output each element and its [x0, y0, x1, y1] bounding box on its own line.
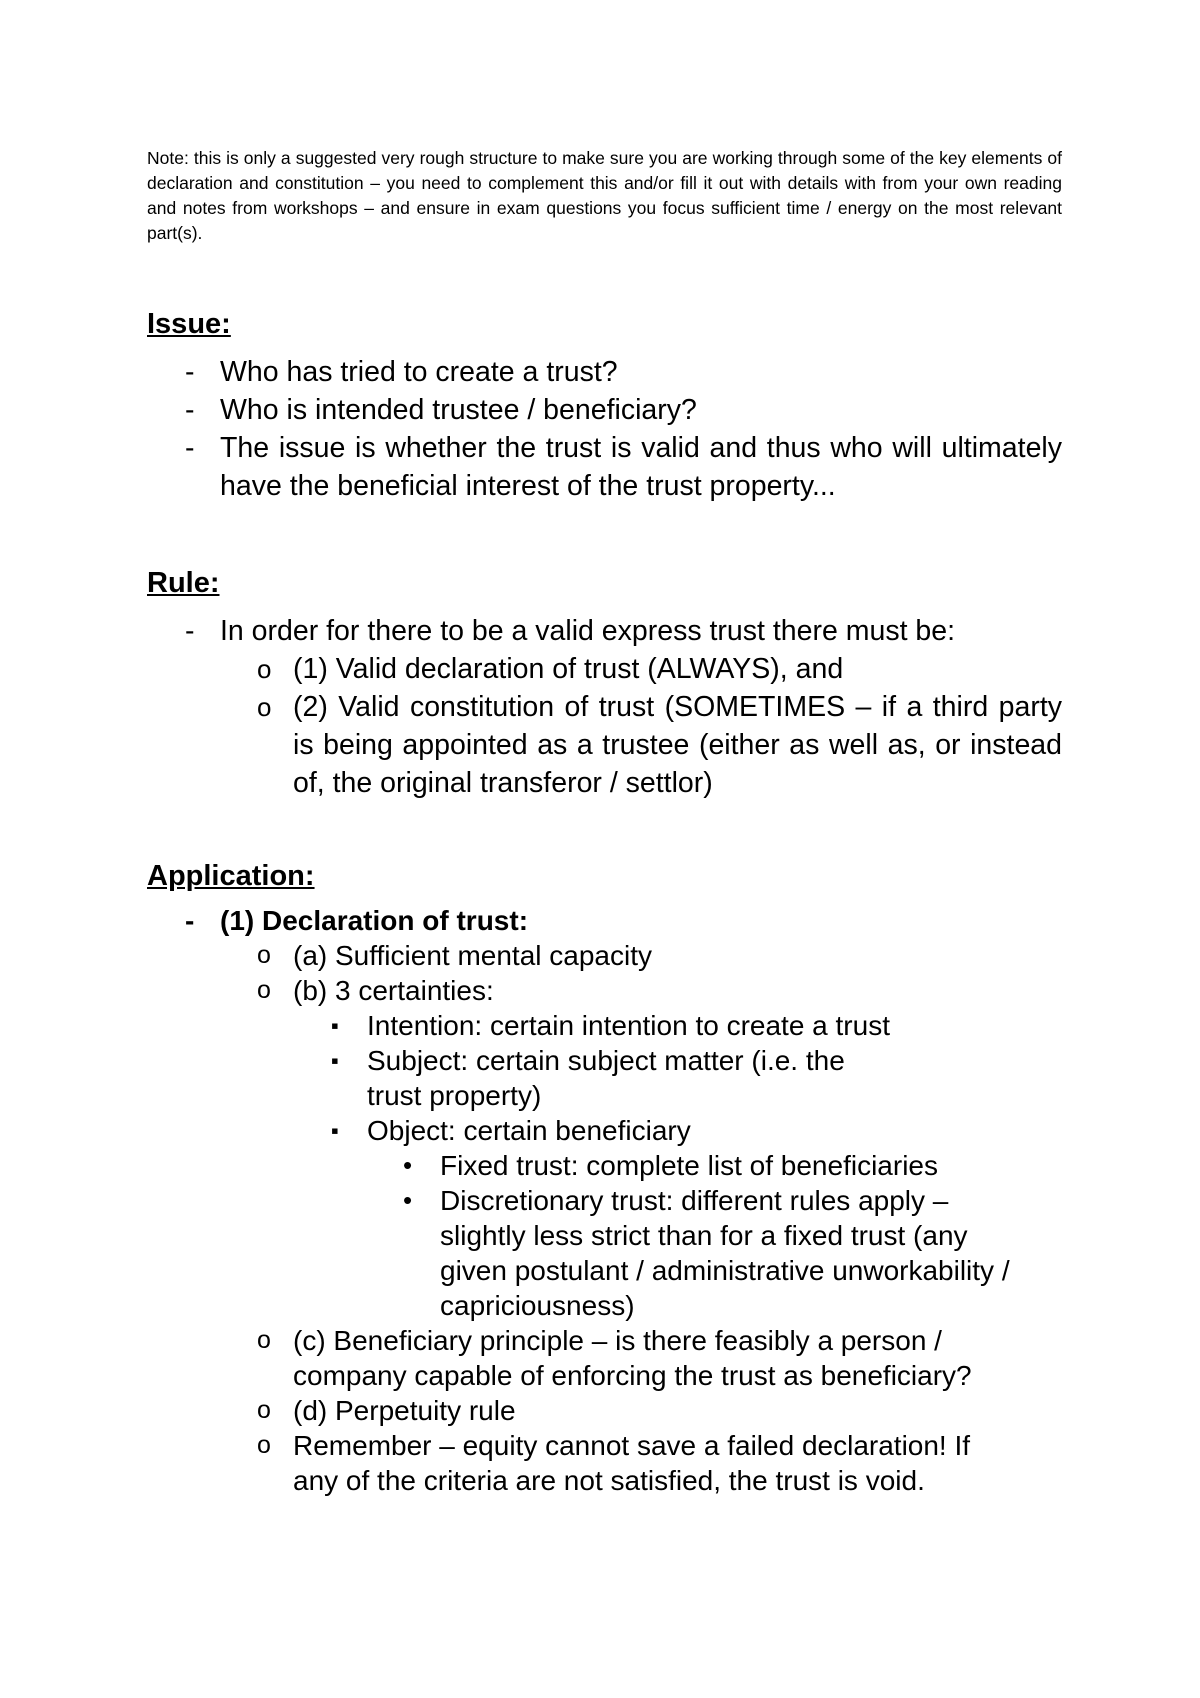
- sub-list-item: o (c) Beneficiary principle – is there feasibly a person / company capable of enforcing the trust as beneficiary?: [257, 1325, 972, 1391]
- circle-marker: o: [257, 1326, 271, 1354]
- issue-heading: Issue:: [147, 308, 231, 340]
- application-heading: Application:: [147, 860, 315, 892]
- intro-note: Note: this is only a suggested very rough structure to make sure you are working through some of the key elements of declaration and constitution – you need to complement this and/or fill it out with details with from your own reading and notes from workshops – and ensure in exam questions you focus sufficient time / energy on the most relevant part(s).: [147, 148, 1062, 243]
- square-list-item: ▪ Subject: certain subject matter (i.e. the trust property): [331, 1045, 845, 1111]
- list-item: - The issue is whether the trust is valid and thus who will ultimately have the beneficial interest of the trust property...: [147, 429, 1062, 505]
- square-bullet-icon: ▪: [331, 1013, 339, 1038]
- application-list: [147, 903, 1062, 1498]
- square-bullet-icon: ▪: [331, 1048, 339, 1073]
- bullet-list-item: • Fixed trust: complete list of beneficiaries: [403, 1150, 938, 1181]
- dash-marker: -: [185, 432, 195, 464]
- sub-list-item: o Remember – equity cannot save a failed declaration! If any of the criteria are not satisfied, the trust is void.: [257, 1430, 971, 1496]
- sub-list-item: o (2) Valid constitution of trust (SOMETIMES – if a third party is being appointed as a trustee (either as well as, or instead of, the original transferor / settlor): [147, 688, 1062, 802]
- sub-list-item: o (b) 3 certainties:: [257, 975, 494, 1006]
- dash-marker: -: [185, 356, 195, 388]
- list-item: - Who has tried to create a trust?: [147, 353, 1062, 391]
- circle-marker: o: [257, 654, 272, 684]
- bullet-icon: •: [403, 1185, 413, 1215]
- sub-list-item: o (d) Perpetuity rule: [257, 1395, 516, 1426]
- rule-list: [147, 612, 1062, 802]
- list-item: - (1) Declaration of trust:: [185, 905, 529, 936]
- circle-marker: o: [257, 941, 271, 969]
- square-bullet-icon: ▪: [331, 1118, 339, 1143]
- circle-marker: o: [257, 976, 271, 1004]
- bullet-list-item: • Discretionary trust: different rules apply – slightly less strict than for a fixed trust (any given postulant / administrative unworkability / capriciousness): [403, 1185, 1010, 1321]
- bullet-icon: •: [403, 1150, 413, 1180]
- issue-list: [147, 353, 1062, 505]
- circle-marker: o: [257, 1431, 271, 1459]
- dash-marker: -: [185, 394, 195, 426]
- square-list-item: ▪ Intention: certain intention to create a trust: [331, 1010, 890, 1041]
- list-item: - Who is intended trustee / beneficiary?: [147, 391, 1062, 429]
- circle-marker: o: [257, 1396, 271, 1424]
- list-item: - In order for there to be a valid express trust there must be:: [147, 612, 1062, 650]
- sub-list-item: o (1) Valid declaration of trust (ALWAYS), and: [147, 650, 1062, 688]
- dash-marker: -: [185, 905, 195, 936]
- rule-heading: Rule:: [147, 567, 220, 599]
- circle-marker: o: [257, 692, 272, 722]
- dash-marker: -: [185, 615, 195, 647]
- sub-list-item: o (a) Sufficient mental capacity: [257, 940, 652, 971]
- square-list-item: ▪ Object: certain beneficiary: [331, 1115, 691, 1146]
- document-page: [147, 0, 1062, 1698]
